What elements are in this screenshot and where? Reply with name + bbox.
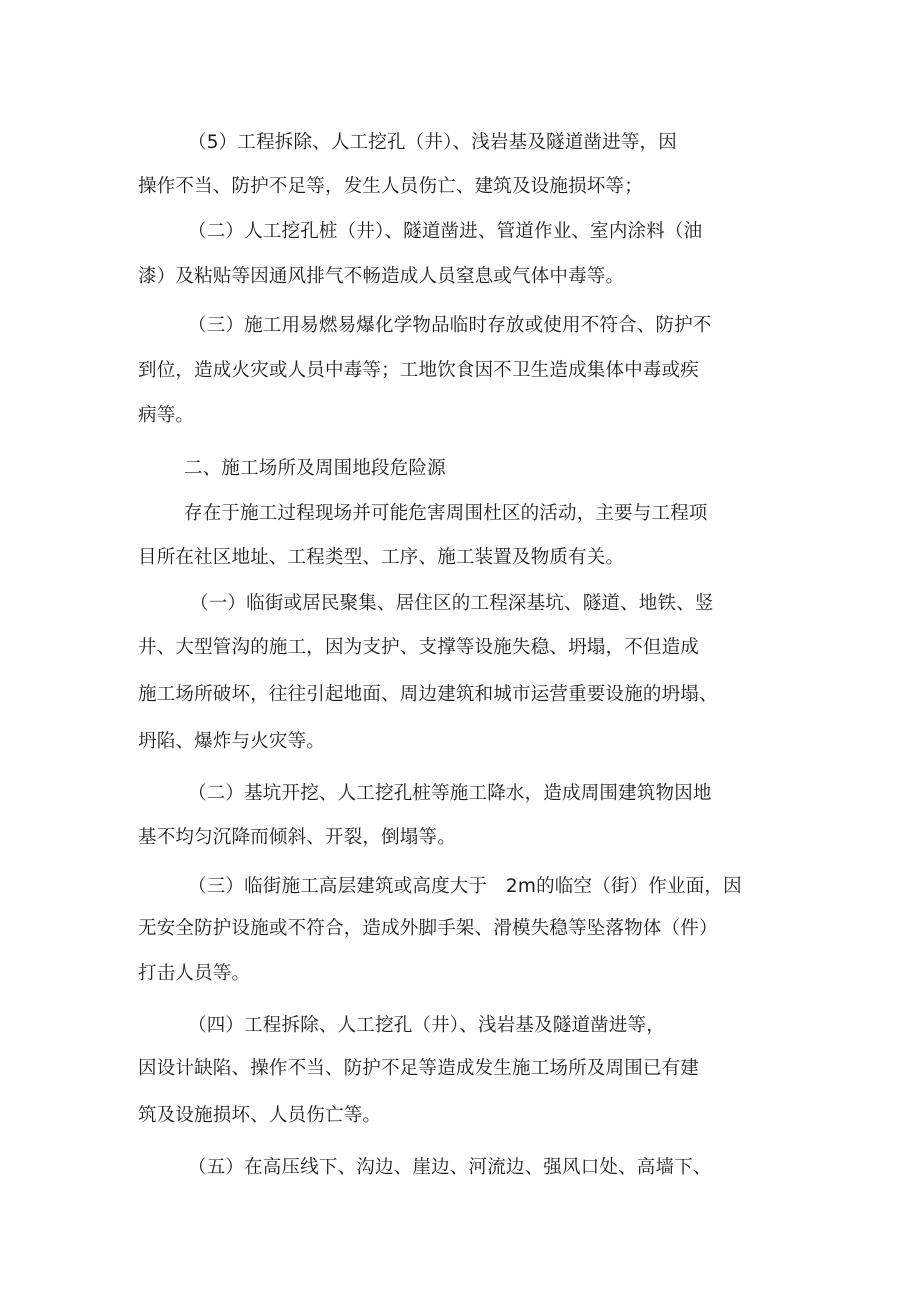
text-line: 操作不当、防护不足等，发生人员伤亡、建筑及设施损坏等；: [138, 176, 643, 197]
section-heading: 二、施工场所及周围地段危险源: [184, 458, 446, 479]
text-line: 漆）及粘贴等因通风排气不畅造成人员窒息或气体中毒等。: [138, 266, 625, 287]
text-line: 坍陷、爆炸与火灾等。: [138, 731, 326, 752]
text-line: 到位，造成火灾或人员中毒等；工地饮食因不卫生造成集体中毒或疾: [138, 360, 700, 381]
text-line: 无安全防护设施或不符合，造成外脚手架、滑模失稳等坠落物体（件）: [138, 918, 718, 939]
text-line: 因设计缺陷、操作不当、防护不足等造成发生施工场所及周围已有建: [138, 1058, 700, 1079]
text-line: 井、大型管沟的施工，因为支护、支撑等设施失稳、坍塌，不但造成: [138, 637, 700, 658]
text-line: 基不均匀沉降而倾斜、开裂，倒塌等。: [138, 827, 456, 848]
text-line: （五）在高压线下、沟边、崖边、河流边、强风口处、高墙下、: [188, 1157, 712, 1178]
text-line: （二）人工挖孔桩（井）、隧道凿进、管道作业、室内涂料（油: [188, 221, 703, 242]
text-line: 病等。: [138, 405, 195, 426]
text-line: （一）临街或居民聚集、居住区的工程深基坑、隧道、地铁、竖: [190, 593, 714, 614]
text-line: （二）基坑开挖、人工挖孔桩等施工降水，造成周围建筑物因地: [188, 783, 712, 804]
text-line: 筑及设施损坏、人员伤亡等。: [138, 1105, 382, 1126]
text-line: （三）临街施工高层建筑或高度大于 2m的临空（街）作业面，因: [188, 876, 742, 897]
text-line: 存在于施工过程现场并可能危害周围杜区的活动，主要与工程项: [184, 503, 708, 524]
text-line: 施工场所破坏，往往引起地面、周边建筑和城市运营重要设施的坍塌、: [138, 684, 718, 705]
text-line: 打击人员等。: [138, 963, 251, 984]
text-line: （四）工程拆除、人工挖孔（井）、浅岩基及隧道凿进等，: [188, 1015, 665, 1036]
text-line: （三）施工用易燃易爆化学物品临时存放或使用不符合、防护不: [188, 315, 712, 336]
text-line: （5）工程拆除、人工挖孔（井）、浅岩基及隧道凿进等，因: [188, 132, 677, 153]
text-line: 目所在社区地址、工程类型、工序、施工装置及物质有关。: [138, 547, 625, 568]
